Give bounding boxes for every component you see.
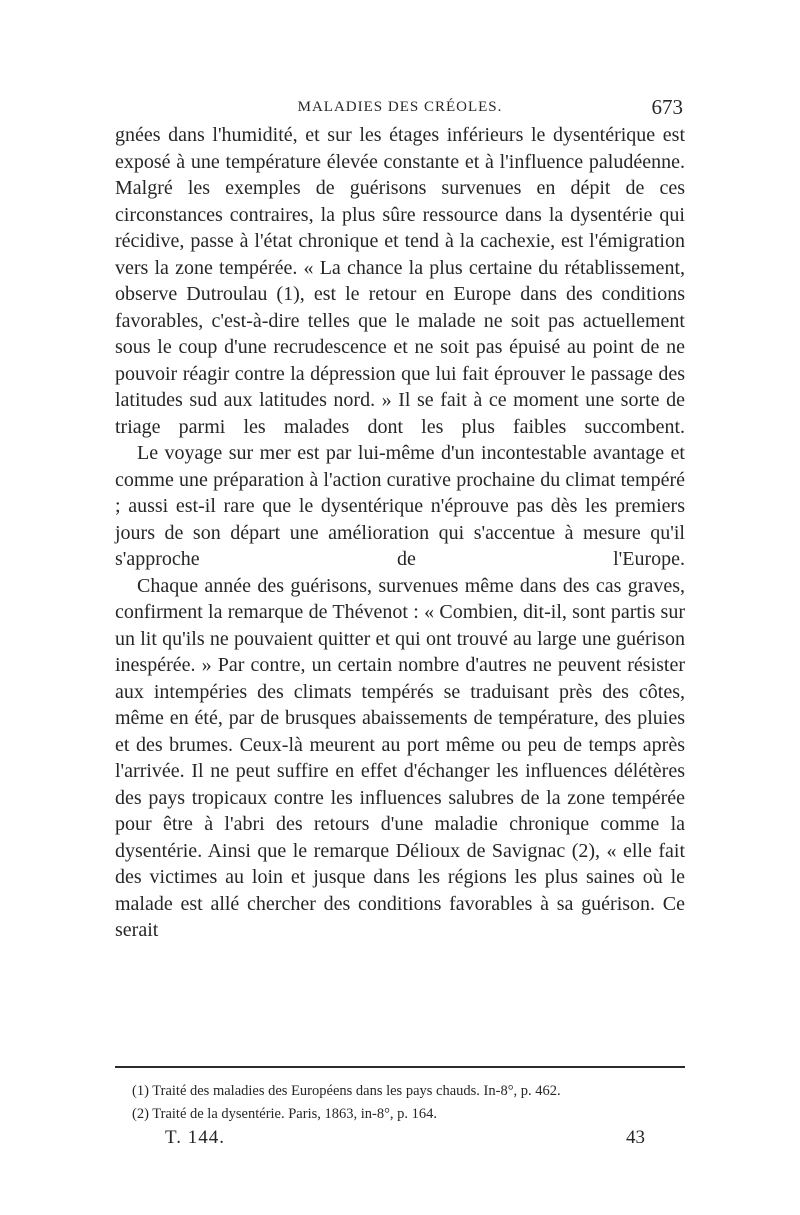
body-text [115,122,685,944]
footnote-2: (2) Traité de la dysentérie. Paris, 1863, in-8°, p. 164. [132,1106,438,1122]
paragraph-3: Chaque année des guérisons, survenues même dans des cas graves, confirment la remarque de Thévenot : « Combien, dit-il, sont partis sur un lit qu'ils ne pouvaient quitter et qui ont trouvé au large une guérison inespérée. » Par contre, un certain nombre d'autres ne peuvent résister aux intempéries des climats tempérés se traduisant près des côtes, même en été, par de brusques abaissements de température, des pluies et des brumes. Ceux-là meurent au port même ou peu de temps après l'arrivée. Il ne peut suffire en effet d'échanger les influences délétères des pays tropicaux contre les influences salubres de la zone tempérée pour être à l'abri des retours d'une maladie chronique comme la dysentérie. Ainsi que le remarque Délioux de Savignac (2), « elle fait des victimes au loin et jusque dans les régions les plus saines où le malade est allé chercher des conditions favorables à sa guérison. Ce serait [115,574,685,941]
paragraph-2: Le voyage sur mer est par lui-même d'un incontestable avantage et comme une préparation à l'action curative prochaine du climat tempéré ; aussi est-il rare que le dysentérique n'éprouve pas dès les premiers jours de son départ une amélioration qui s'accentue à mesure qu'il s'approche de l'Europe. [115,442,685,570]
signature-mark: T. 144. [165,1127,225,1148]
footnote-1: (1) Traité des maladies des Européens dans les pays chauds. In-8°, p. 462. [132,1083,561,1099]
page-number: 673 [651,95,683,119]
running-title: MALADIES DES CRÉOLES. [297,99,503,115]
paragraph-1: gnées dans l'humidité, et sur les étages inférieurs le dysentérique est exposé à une température élevée constante et à l'influence paludéenne. Malgré les exemples de guérisons survenues en dépit de ces circonstances contraires, la plus sûre ressource dans la dysentérie qui récidive, passe à l'état chronique et tend à la cachexie, est l'émigration vers la zone tempérée. « La chance la plus certaine du rétablissement, observe Dutroulau (1), est le retour en Europe dans des conditions favorables, c'est-à-dire telles que le malade ne soit pas actuellement sous le coup d'une recrudescence et ne soit pas épuisé au point de ne pouvoir réagir contre la dépression que lui fait éprouver le passage des latitudes sud aux latitudes nord. » Il se fait à ce moment une sorte de triage parmi les malades dont les plus faibles succombent. [115,124,685,438]
signature-line [115,1127,645,1153]
signature-number: 43 [626,1127,645,1148]
footnotes [132,1080,692,1126]
footnote-divider [115,1066,685,1068]
page-header [115,97,685,121]
